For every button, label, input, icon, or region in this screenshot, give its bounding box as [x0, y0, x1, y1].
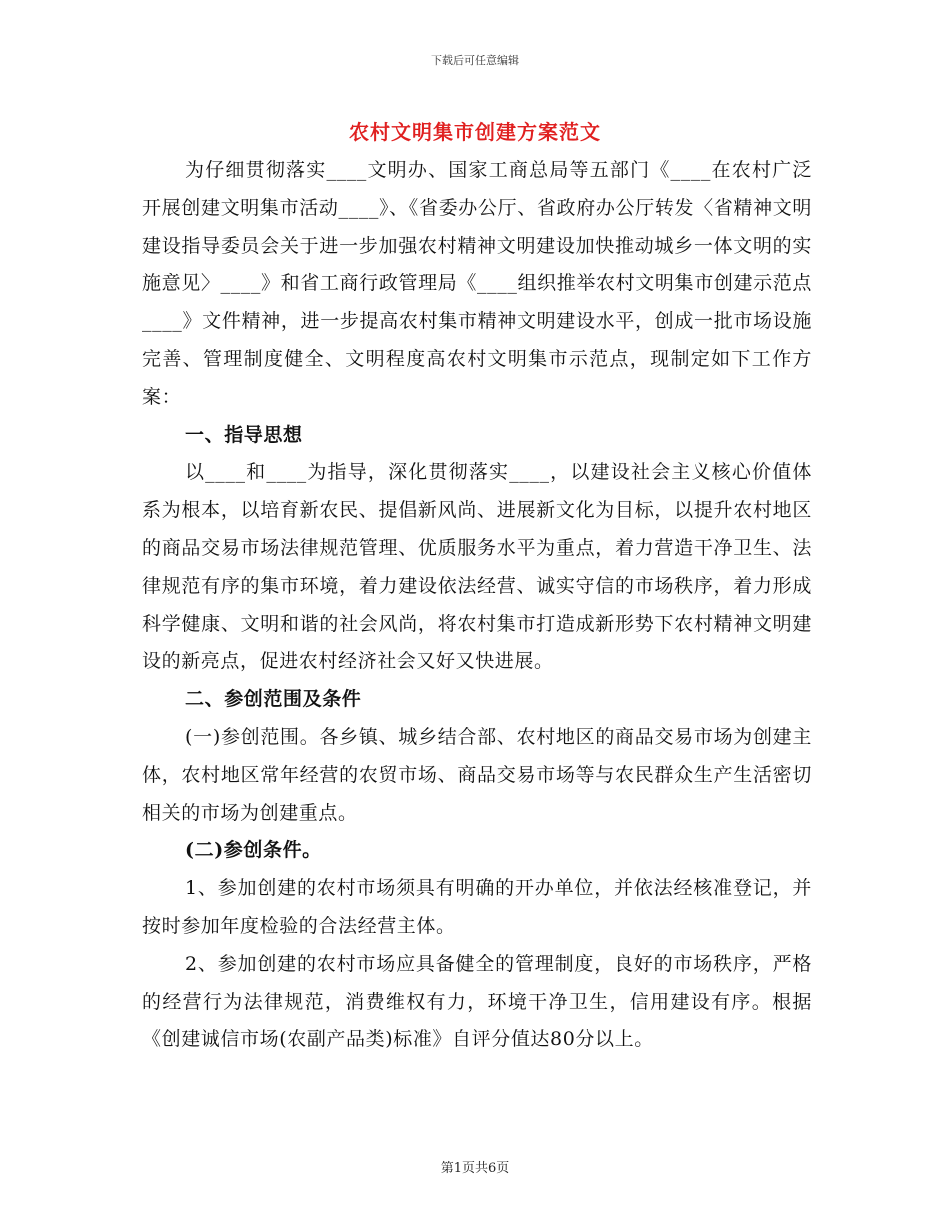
subheading-conditions: (二)参创条件。: [185, 839, 322, 862]
intro-paragraph: 为仔细贯彻落实____文明办、国家工商总局等五部门《____在农村广泛开展创建文明集市活动____》、《省委办公厅、省政府办公厅转发〈省精神文明建设指导委员会关于进一步加强农村精神文明建设加快推动城乡一体文明的实施意见〉____》和省工商行政管理局《____组织推举农村文明集市创建示范点____》文件精神，进一步提高农村集市精神文明建设水平，创成一批市场设施完善、管理制度健全、文明程度高农村文明集市示范点，现制定如下工作方案：: [142, 159, 812, 408]
condition-item-1: 1、参加创建的农村市场须具有明确的开办单位，并依法经核准登记，并按时参加年度检验的合法经营主体。: [142, 877, 812, 937]
section-heading-scope-conditions: 二、参创范围及条件: [185, 688, 362, 711]
guiding-ideology-paragraph: 以____和____为指导，深化贯彻落实____，以建设社会主义核心价值体系为根本，以培育新农民、提倡新风尚、进展新文化为目标，以提升农村地区的商品交易市场法律规范管理、优质服务水平为重点，着力营造干净卫生、法律规范有序的集市环境，着力建设依法经营、诚实守信的市场秩序，着力形成科学健康、文明和谐的社会风尚，将农村集市打造成新形势下农村精神文明建设的新亮点，促进农村经济社会又好又快进展。: [142, 461, 812, 673]
condition-item-2: 2、参加创建的农村市场应具备健全的管理制度，良好的市场秩序，严格的经营行为法律规范，消费维权有力，环境干净卫生，信用建设有序。根据《创建诚信市场(农副产品类)标准》自评分值达80分以上。: [142, 952, 812, 1051]
document-title: 农村文明集市创建方案范文: [349, 120, 601, 144]
header-note: 下载后可任意编辑: [431, 54, 519, 67]
scope-paragraph: (一)参创范围。各乡镇、城乡结合部、农村地区的商品交易市场为创建主体，农村地区常年经营的农贸市场、商品交易市场等与农民群众生产生活密切相关的市场为创建重点。: [142, 725, 812, 824]
document-body: [142, 152, 812, 1059]
page-number-footer: 第1页共6页: [440, 1161, 510, 1176]
section-heading-guiding-ideology: 一、指导思想: [185, 423, 303, 446]
